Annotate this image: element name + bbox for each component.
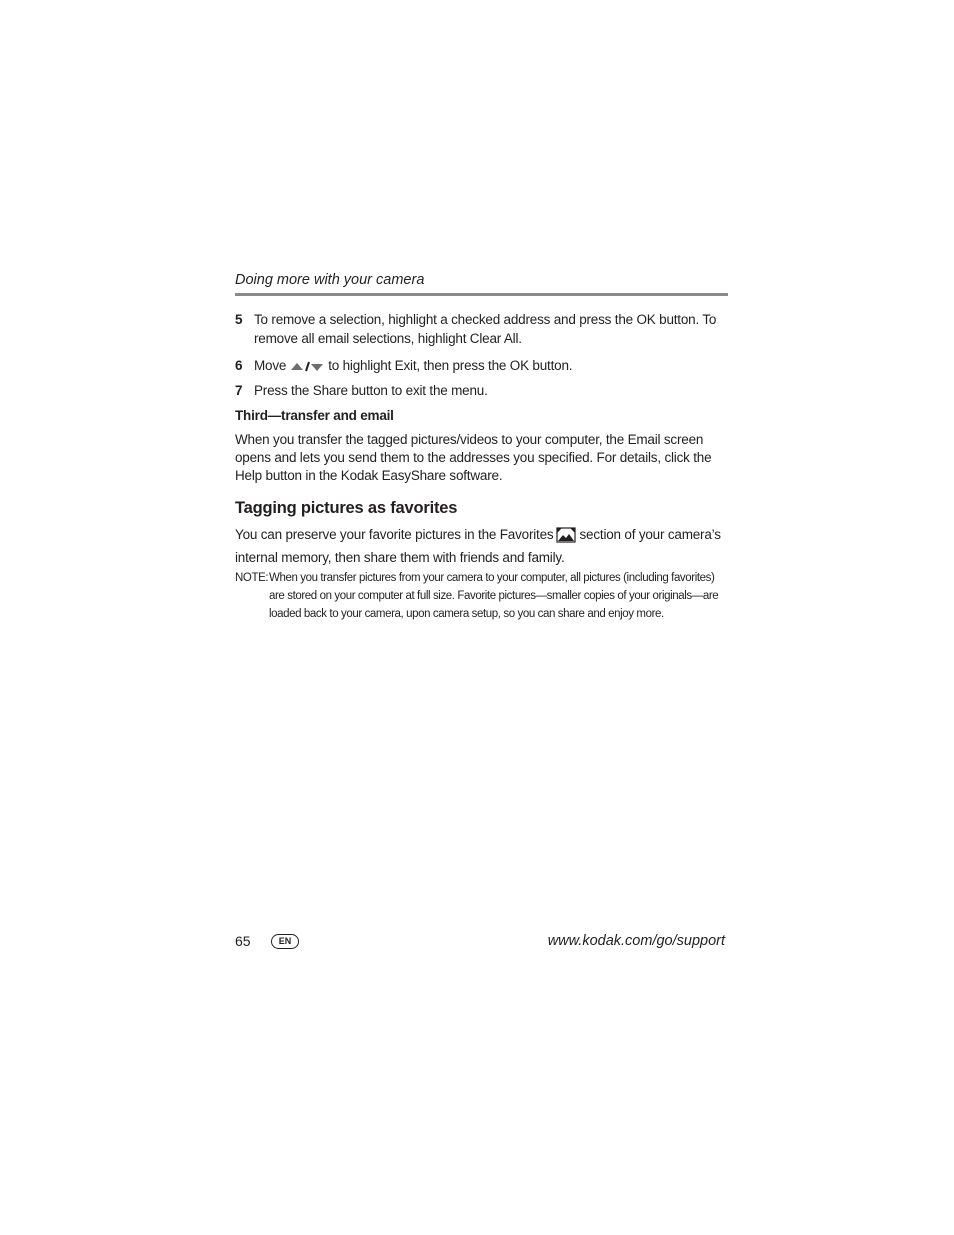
up-down-arrows-icon (290, 359, 324, 379)
note-label: NOTE: (235, 572, 269, 584)
favorites-body (235, 526, 725, 567)
step-text (235, 357, 725, 379)
step-text: To remove a selection, highlight a checked address and press the OK button. To remove all email selections, highlight Clear All. (254, 312, 717, 346)
page-number: 65 (235, 933, 251, 949)
step-text-before: Move (254, 358, 287, 373)
step-number: 5 (235, 312, 243, 327)
step-number: 6 (235, 358, 243, 373)
header-rule (235, 293, 728, 296)
step-number: 7 (235, 383, 243, 398)
third-body: When you transfer the tagged pictures/videos to your computer, the Email screen opens and lets you send them to the addresses you specified. For details, click the Help button in the Kodak EasyShare software. (235, 432, 712, 483)
running-header: Doing more with your camera (235, 272, 425, 288)
step-5 (235, 311, 725, 348)
note-text: When you transfer pictures from your camera to your computer, all pictures (including favorites) are stored on your computer at full size. Favorite pictures—smaller copies of your originals—are loaded back to your camera, upon camera setup, so you can share and enjoy more. (269, 572, 719, 620)
language-badge: EN (271, 934, 299, 949)
step-text: Press the Share button to exit the menu. (254, 383, 488, 398)
favorites-body-before: You can preserve your favorite pictures in the Favorites (235, 527, 554, 542)
manual-page (235, 0, 727, 1235)
step-6 (235, 357, 725, 379)
favorites-body-after: section of your camera’s internal memory, then share them with friends and family. (235, 527, 721, 565)
note (235, 569, 727, 623)
third-heading: Third—transfer and email (235, 408, 394, 423)
section-title: Tagging pictures as favorites (235, 499, 458, 517)
favorites-icon (556, 526, 576, 549)
step-7 (235, 382, 725, 401)
step-text-after: to highlight Exit, then press the OK button. (328, 358, 573, 373)
support-url[interactable]: www.kodak.com/go/support (547, 933, 725, 949)
